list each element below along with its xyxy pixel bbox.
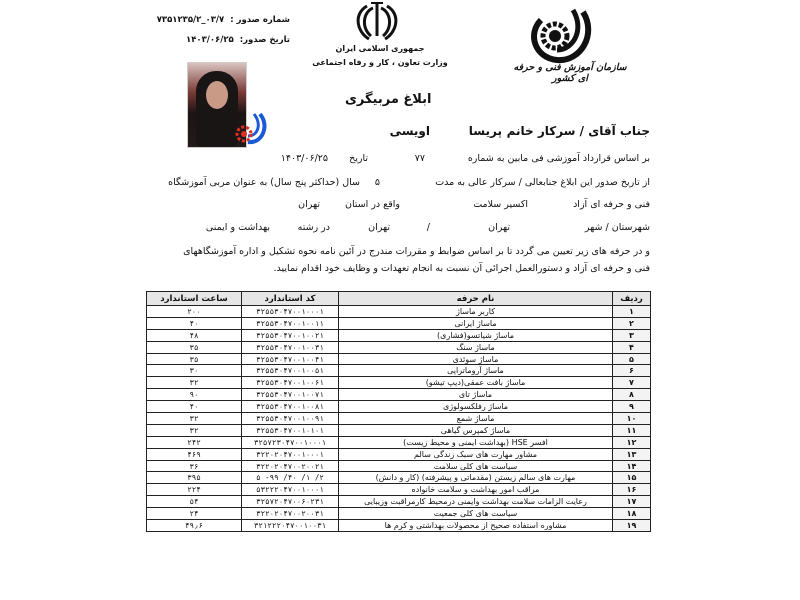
standard-code: ۳۲۵۵۳۰۴۷۰۰۱۰۰۰۱	[242, 306, 339, 318]
craft-name: کاربر ماساژ	[339, 306, 613, 318]
standard-hours: ۲۲۴	[147, 484, 242, 496]
standard-hours: ۹۰	[147, 389, 242, 401]
standard-hours: ۲۴۲	[147, 436, 242, 448]
body-line-2: فنی و حرفه ای آزاد و دستورالعمل اجرائی آن نسبت به انجام تعهدات و وظایف خود اقدام نمایید.	[273, 263, 650, 274]
standard-code: ۳۲۵۵۳۰۴۷۰۰۱۰۰۳۱	[242, 341, 339, 353]
craft-name: ماساژ آروماتراپی	[339, 365, 613, 377]
row-number: ۱۵	[613, 472, 651, 484]
standard-hours: ۲۰۰	[147, 306, 242, 318]
craft-name: ماساژ شمع	[339, 413, 613, 425]
standard-hours: ۴۶۹	[147, 448, 242, 460]
header-row-number: ردیف	[613, 292, 651, 306]
table-header-row	[147, 292, 651, 306]
body-line-1: و در حرفه های زیر تعیین می گردد تا بر اساس ضوابط و مقررات مندرج در آئین نامه نحوه تشکیل و اداره آموزشگاههای	[183, 246, 650, 257]
table-row	[147, 472, 651, 484]
craft-name: مراقب امور بهداشت و سلامت خانواده	[339, 484, 613, 496]
standard-hours: ۳۲	[147, 413, 242, 425]
standard-code: ۳۲۵۵۳۰۴۷۰۰۱۰۰۱۱	[242, 317, 339, 329]
row-number: ۱۶	[613, 484, 651, 496]
standard-hours: ۵۴	[147, 496, 242, 508]
table-row	[147, 329, 651, 341]
issue-number-label: شماره صدور :	[230, 15, 290, 25]
government-header	[310, 42, 450, 70]
gov-line-1: جمهوری اسلامی ایران	[335, 44, 425, 53]
standard-code: ۳۲۵۷۲۳۰۴۷۰۰۱۰۰۰۱	[242, 436, 339, 448]
table-row	[147, 448, 651, 460]
first-name: پریسا	[468, 124, 502, 138]
standard-code: ۳۲۵۵۳۰۴۷۰۰۱۰۰۹۱	[242, 413, 339, 425]
table-row	[147, 436, 651, 448]
duration-line	[168, 177, 650, 191]
row-number: ۱۱	[613, 424, 651, 436]
header-standard-hours: ساعت استاندارد	[147, 292, 242, 306]
tvto-stamp-icon	[232, 110, 268, 146]
body-paragraph	[170, 243, 650, 277]
city-label: شهرستان / شهر	[584, 222, 650, 233]
contract-date: ۱۴۰۳/۰۶/۲۵	[280, 153, 328, 164]
iran-emblem-icon	[355, 2, 399, 42]
standard-code: ۳۲۵۷۲۰۴۷۰۰۶۰۲۳۱	[242, 496, 339, 508]
craft-name: ماساژ ایرانی	[339, 317, 613, 329]
standard-code: ۵ -۹۹ /۴۰ /۱ /۲	[242, 472, 339, 484]
row-number: ۱۷	[613, 496, 651, 508]
contract-text: بر اساس قرارداد آموزشی فی مابین به شماره	[467, 153, 650, 164]
table-row	[147, 317, 651, 329]
standard-code: ۳۲۵۵۳۰۴۷۰۰۱۰۰۸۱	[242, 401, 339, 413]
header-craft-name: نام حرفه	[339, 292, 613, 306]
row-number: ۹	[613, 401, 651, 413]
duration-suffix: سال (حداکثر پنج سال) به عنوان مربی آموزشگاه	[168, 177, 360, 188]
row-number: ۱۳	[613, 448, 651, 460]
table-row	[147, 377, 651, 389]
table-row	[147, 460, 651, 472]
standard-code: ۵۳۲۲۲۰۴۷۰۰۱۰۰۰۱	[242, 484, 339, 496]
standard-code: ۳۲۵۵۳۰۴۷۰۰۱۰۱۰۱	[242, 424, 339, 436]
issue-date	[160, 30, 290, 50]
craft-name: ماساژ رفلکسولوژی	[339, 401, 613, 413]
standard-hours: ۴۹٫۶	[147, 520, 242, 532]
row-number: ۷	[613, 377, 651, 389]
row-number: ۲	[613, 317, 651, 329]
row-number: ۱۲	[613, 436, 651, 448]
table-row	[147, 520, 651, 532]
school-type: فنی و حرفه ای آزاد	[573, 199, 650, 210]
craft-name: مشاور مهارت های سبک زندگی سالم	[339, 448, 613, 460]
table-row	[147, 484, 651, 496]
standard-code: ۳۲۵۵۳۰۴۷۰۰۱۰۰۷۱	[242, 389, 339, 401]
standard-hours: ۳۶	[147, 460, 242, 472]
standard-hours: ۳۵	[147, 353, 242, 365]
row-number: ۱۰	[613, 413, 651, 425]
issue-number	[156, 10, 290, 30]
table-row	[147, 365, 651, 377]
photo-face	[206, 81, 228, 109]
table-row	[147, 424, 651, 436]
city-separator: /	[426, 222, 430, 233]
craft-name: ماساژ شیاتسو(فشاری)	[339, 329, 613, 341]
table-row	[147, 306, 651, 318]
craft-name: سیاست های کلی سلامت	[339, 460, 613, 472]
issue-info	[156, 10, 290, 50]
school-name: اکسیر سلامت	[473, 199, 528, 210]
craft-name: ماساژ سوئدی	[339, 353, 613, 365]
standard-code: ۳۲۲۰۲۰۴۷۰۰۱۰۰۰۱	[242, 448, 339, 460]
standard-hours: ۴۰	[147, 401, 242, 413]
standard-hours: ۳۵	[147, 341, 242, 353]
craft-name: افسر HSE (بهداشت ایمنی و محیط زیست)	[339, 436, 613, 448]
table-row	[147, 496, 651, 508]
table-row	[147, 401, 651, 413]
header-standard-code: کد استاندارد	[242, 292, 339, 306]
craft-name: سیاست های کلی جمعیت	[339, 508, 613, 520]
standard-hours: ۳۹۵	[147, 472, 242, 484]
duration-text: از تاریخ صدور این ابلاغ جنابعالی / سرکار عالی به مدت	[435, 177, 650, 188]
craft-name: ماساژ تای	[339, 389, 613, 401]
city: تهران	[368, 222, 390, 233]
standard-code: ۳۲۲۰۲۰۴۷۰۰۲۰۰۲۱	[242, 460, 339, 472]
field-label: در رشته	[297, 222, 330, 233]
standard-code: ۳۲۵۵۳۰۴۷۰۰۱۰۰۵۱	[242, 365, 339, 377]
province: تهران	[298, 199, 320, 210]
craft-name: مشاوره استفاده صحیح از محصولات بهداشتی و کرم ها	[339, 520, 613, 532]
row-number: ۶	[613, 365, 651, 377]
document-title: ابلاغ مربیگری	[345, 92, 432, 107]
craft-name: ماساژ سنگ	[339, 341, 613, 353]
organization-name: سازمان آموزش فنی و حرفه ای کشور	[513, 62, 627, 84]
table-row	[147, 413, 651, 425]
row-number: ۱	[613, 306, 651, 318]
contract-line	[280, 153, 650, 167]
city-line	[180, 222, 650, 236]
standard-hours: ۳۰	[147, 365, 242, 377]
field: بهداشت و ایمنی	[205, 222, 270, 233]
table-row	[147, 353, 651, 365]
row-number: ۸	[613, 389, 651, 401]
duration-value: ۵	[374, 177, 380, 188]
row-number: ۴	[613, 341, 651, 353]
issue-number-value: ۰۳/۷_۷۳۵۱۲۳۵/۲	[156, 15, 225, 25]
table-row	[147, 508, 651, 520]
last-name-line	[380, 124, 430, 140]
standard-code: ۳۲۵۵۳۰۴۷۰۰۱۰۰۴۱	[242, 353, 339, 365]
craft-name: مهارت های سالم زیستن (مقدماتی و پیشرفته) (کار و دانش)	[339, 472, 613, 484]
standard-hours: ۴۰	[147, 317, 242, 329]
craft-name: رعایت الزامات سلامت بهداشت وایمنی درمحیط کارمراقبت وزیبایی	[339, 496, 613, 508]
issue-date-label: تاریخ صدور:	[239, 35, 290, 45]
standard-code: ۳۲۲۰۲۰۴۷۰۰۲۰۰۳۱	[242, 508, 339, 520]
salutation: جناب آقای / سرکار خانم	[506, 124, 650, 138]
standard-hours: ۴۸	[147, 329, 242, 341]
craft-name: ماساژ بافت عمقی(دیپ تیشو)	[339, 377, 613, 389]
province-label: واقع در استان	[344, 199, 400, 210]
table-row	[147, 389, 651, 401]
table-row	[147, 341, 651, 353]
crafts-table	[146, 291, 651, 532]
standard-code: ۳۲۵۵۳۰۴۷۰۰۱۰۰۲۱	[242, 329, 339, 341]
contract-date-label: تاریخ	[349, 153, 368, 164]
issue-date-value: ۱۴۰۳/۰۶/۲۵	[186, 35, 234, 45]
row-number: ۵	[613, 353, 651, 365]
standard-code: ۳۲۱۲۲۲۰۴۷۰۰۱۰۰۳۱	[242, 520, 339, 532]
tvto-gear-logo-icon	[525, 4, 595, 64]
row-number: ۱۸	[613, 508, 651, 520]
school-line	[180, 199, 650, 213]
standard-hours: ۳۲	[147, 424, 242, 436]
row-number: ۱۴	[613, 460, 651, 472]
craft-name: ماساژ کمپرس گیاهی	[339, 424, 613, 436]
county: تهران	[488, 222, 510, 233]
standard-hours: ۲۴	[147, 508, 242, 520]
last-name: اویسی	[389, 124, 430, 138]
standard-code: ۳۲۵۵۳۰۴۷۰۰۱۰۰۶۱	[242, 377, 339, 389]
gov-line-2: وزارت تعاون ، کار و رفاه اجتماعی	[312, 58, 448, 67]
standard-hours: ۳۲	[147, 377, 242, 389]
contract-number: ۷۷	[414, 153, 425, 164]
row-number: ۱۹	[613, 520, 651, 532]
row-number: ۳	[613, 329, 651, 341]
